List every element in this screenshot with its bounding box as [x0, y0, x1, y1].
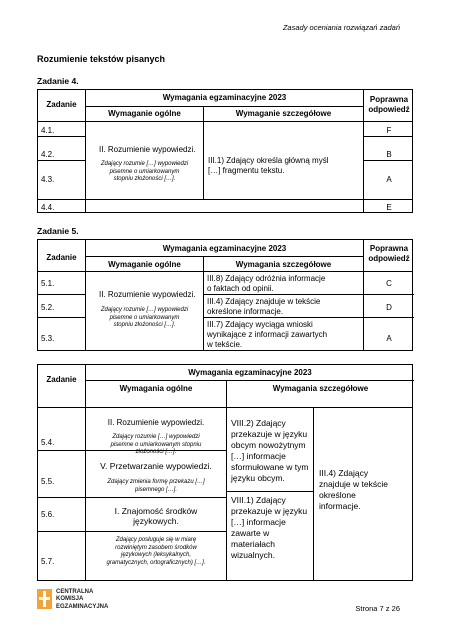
task5-answer: C [386, 279, 392, 288]
task4-specific: III.1) Zdający określa główną myśl […] fragmentu tekstu. [208, 156, 329, 175]
task5b-general-sub: Zdający rozumie […] wypowiedzi pisemne o umiarkowanym stopniu złożoności […]. [110, 434, 202, 456]
task5b-general-sub: Zdający zmienia formę przekazu […] pisemnego […]. [107, 479, 205, 493]
task4-title: Zadanie 4. [37, 76, 79, 86]
task5b-specific-c: III.4) Zdający znajduje w tekście określone informacje. [319, 468, 388, 511]
task5-col-zadanie: Zadanie [46, 253, 77, 262]
task5b-general-sub: Zdający posługuje się w miarę rozwiniętym zasobem środków językowych (leksykalnych, gramatycznych, ortograficznych) […]. [106, 537, 206, 566]
task5-answer: A [386, 334, 392, 343]
task5-col-wymagania: Wymagania egzaminacyjne 2023 [162, 244, 287, 253]
task5b-col-szczegolowe: Wymagania szczegółowe [272, 384, 369, 393]
task4-col-zadanie: Zadanie [46, 100, 77, 109]
task4-row-num: 4.2. [41, 150, 55, 159]
page-number: Strona 7 z 26 [355, 604, 400, 613]
task4-table [37, 89, 413, 213]
section-title: Rozumienie tekstów pisanych [37, 54, 166, 64]
task5b-col-ogolne: Wymagania ogólne [119, 384, 193, 393]
task4-answer: E [386, 203, 392, 212]
task4-col-wymagania: Wymagania egzaminacyjne 2023 [162, 93, 287, 102]
task5-col-szczegolowe: Wymagania szczegółowe [235, 260, 332, 269]
task4-row-num: 4.3. [41, 175, 55, 184]
task5-general: II. Rozumienie wypowiedzi. [99, 290, 196, 299]
task5-col-poprawna: Poprawna odpowiedź [368, 244, 410, 263]
task4-answer: F [386, 126, 392, 135]
task5-col-ogolne: Wymaganie ogólne [108, 260, 181, 269]
task5b-col-wymagania: Wymagania egzaminacyjne 2023 [188, 368, 312, 377]
task5-row-num: 5.1. [41, 279, 55, 288]
task4-general: II. Rozumienie wypowiedzi. [99, 145, 196, 154]
page-header: Zasady oceniania rozwiązań zadań [282, 23, 400, 32]
task5b-row-num: 5.5. [41, 477, 55, 486]
task5b-row-num: 5.7. [41, 557, 55, 566]
task5-row-num: 5.2. [41, 303, 55, 312]
task4-col-poprawna: Poprawna odpowiedź [368, 95, 410, 114]
cke-logo-text: CENTRALNA KOMISJA EGZAMINACYJNA [56, 589, 109, 610]
task4-row-num: 4.4. [41, 203, 55, 212]
task5-specific: III.7) Zdający wyciąga wnioski wynikające z informacji zawartych w tekście. [207, 320, 328, 349]
task5-title: Zadanie 5. [37, 226, 79, 236]
task5b-row-num: 5.6. [41, 510, 55, 519]
task5-specific: III.4) Zdający znajduje w tekście określone informacje. [207, 297, 321, 316]
cke-logo-icon [37, 589, 52, 609]
task5-row-num: 5.3. [41, 334, 55, 343]
task5b-row-num: 5.4. [41, 438, 55, 447]
task5-table [37, 239, 413, 351]
task5b-col-zadanie: Zadanie [46, 375, 77, 384]
task5-specific: III.8) Zdający odróżnia informacje o faktach od opinii. [207, 274, 326, 293]
task5b-table [37, 364, 413, 581]
task5b-general: I. Znajomość środków językowych. [114, 506, 198, 526]
task4-general-sub: Zdający rozumie […] wypowiedzi pisemne o umiarkowanym stopniu złożoności […]. [100, 161, 189, 183]
task4-col-szczegolowe: Wymaganie szczegółowe [235, 109, 332, 118]
task5b-specific-b: VIII.1) Zdający przekazuje w języku […] informacje zawarte w materiałach wizualnych. [231, 495, 308, 560]
task5b-general: II. Rozumienie wypowiedzi. [107, 418, 205, 427]
task4-answer: A [386, 175, 392, 184]
task5-answer: D [386, 303, 392, 312]
task4-answer: B [386, 150, 392, 159]
task5-general-sub: Zdający rozumie […] wypowiedzi pisemne o umiarkowanym stopniu złożoności […]. [100, 307, 189, 329]
task4-col-ogolne: Wymaganie ogólne [108, 109, 181, 118]
task4-row-num: 4.1. [41, 126, 55, 135]
task5b-specific-a: VIII.2) Zdający przekazuje w języku obcym nowożytnym […] informacje sformułowane w tym języku obcym. [231, 418, 309, 483]
task5b-general: V. Przetwarzanie wypowiedzi. [100, 461, 212, 471]
